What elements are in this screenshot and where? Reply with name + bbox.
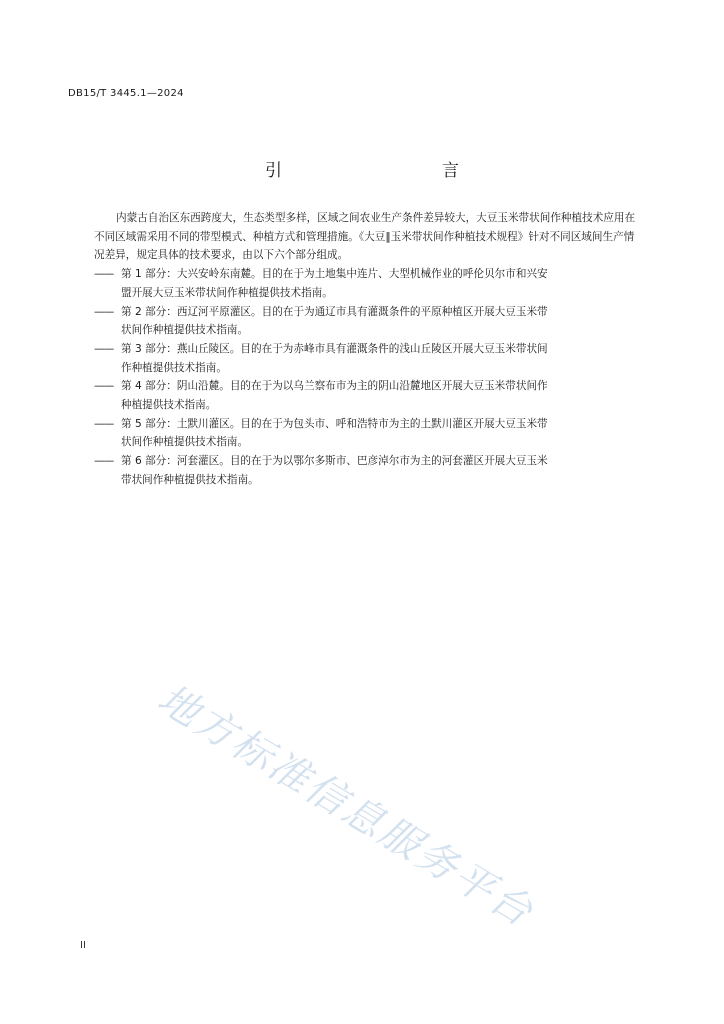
part-text-line2: 状间作种植提供技术指南。 — [121, 436, 249, 449]
list-dash: —— — [94, 380, 114, 393]
part-item — [94, 340, 644, 377]
part-text-line2: 状间作种植提供技术指南。 — [121, 324, 249, 337]
part-item — [94, 265, 644, 302]
document-body — [94, 209, 644, 490]
document-code: DB15/T 3445.1—2024 — [68, 88, 184, 99]
list-dash: —— — [94, 417, 114, 430]
part-item — [94, 415, 644, 452]
part-text-line1: 第 2 部分：西辽河平原灌区。目的在于为通辽市具有灌溉条件的平原种植区开展大豆玉米带 — [121, 305, 548, 318]
list-dash: —— — [94, 268, 114, 281]
part-item — [94, 303, 644, 340]
part-text-line1: 第 3 部分：燕山丘陵区。目的在于为赤峰市具有灌溉条件的浅山丘陵区开展大豆玉米带状间 — [121, 342, 548, 355]
watermark: 地方标准信息服务平台 — [149, 675, 542, 937]
part-text-line2: 种植提供技术指南。 — [121, 399, 217, 412]
part-text-line2: 作种植提供技术指南。 — [121, 361, 227, 374]
part-item — [94, 452, 644, 489]
page-title: 引 言 — [265, 161, 501, 181]
list-dash: —— — [94, 455, 114, 468]
part-text-line2: 盟开展大豆玉米带状间作种植提供技术指南。 — [121, 286, 333, 299]
list-dash: —— — [94, 305, 114, 318]
list-dash: —— — [94, 342, 114, 355]
part-text-line1: 第 4 部分：阴山沿麓。目的在于为以乌兰察布市为主的阴山沿麓地区开展大豆玉米带状间作 — [121, 380, 548, 393]
part-text-line2: 带状间作种植提供技术指南。 — [121, 473, 259, 486]
page-number: II — [80, 940, 86, 951]
part-item — [94, 377, 644, 414]
part-text-line1: 第 6 部分：河套灌区。目的在于为以鄂尔多斯市、巴彦淖尔市为主的河套灌区开展大豆玉米 — [121, 455, 548, 468]
intro-paragraph: 内蒙古自治区东西跨度大，生态类型多样，区域之间农业生产条件差异较大，大豆玉米带状间作种植技术应用在不同区域需采用不同的带型模式、种植方式和管理措施。《大豆‖玉米带状间作种植技术规程》针对不同区域间生产情况差异，规定具体的技术要求，由以下六个部分组成。 — [94, 212, 636, 262]
part-text-line1: 第 1 部分：大兴安岭东南麓。目的在于为土地集中连片、大型机械作业的呼伦贝尔市和兴安 — [121, 268, 548, 281]
part-text-line1: 第 5 部分：土默川灌区。目的在于为包头市、呼和浩特市为主的土默川灌区开展大豆玉米带 — [121, 417, 548, 430]
